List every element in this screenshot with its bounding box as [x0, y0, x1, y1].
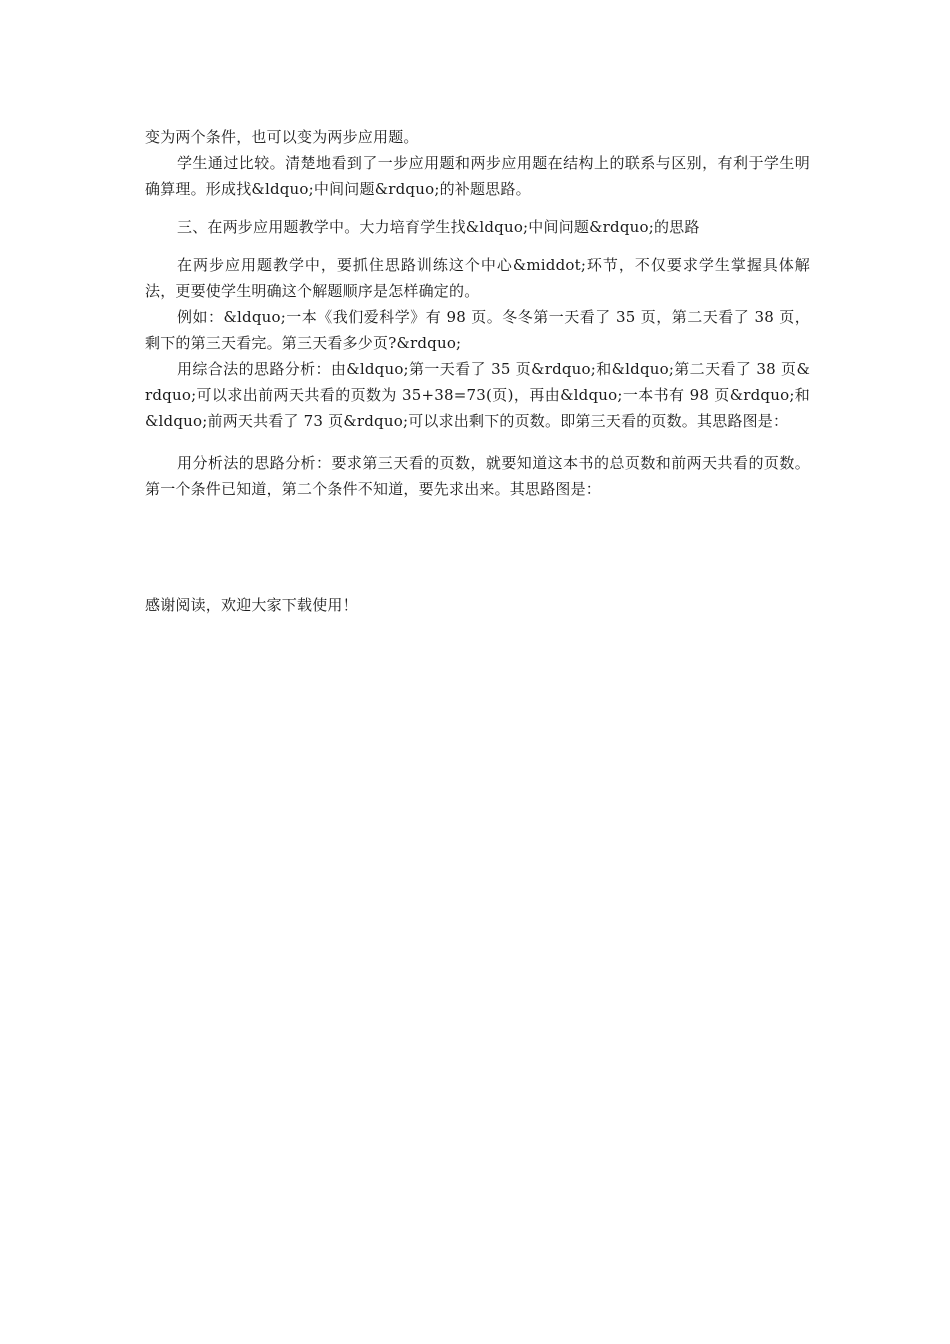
spacer — [145, 202, 810, 214]
paragraph-comparison: 学生通过比较。清楚地看到了一步应用题和两步应用题在结构上的联系与区别，有利于学生明确算理。形成找&ldquo;中间问题&rdquo;的补题思路。 — [145, 154, 810, 198]
paragraph-method: 在两步应用题教学中，要抓住思路训练这个中心&middot;环节，不仅要求学生掌握具体解法，更要使学生明确这个解题顺序是怎样确定的。 — [145, 256, 810, 300]
paragraph-analytic-analysis: 用分析法的思路分析：要求第三天看的页数，就要知道这本书的总页数和前两天共看的页数。第一个条件已知道，第二个条件不知道，要先求出来。其思路图是： — [145, 454, 810, 498]
paragraph-synthesis-analysis: 用综合法的思路分析：由&ldquo;第一天看了 35 页&rdquo;和&ldquo;第二天看了 38 页&rdquo;可以求出前两天共看的页数为 35+38=73(页)，再由&ldquo;一本书有 98 页&rdquo;和&ldquo;前两天共看了 73 页&rdquo;可以求出剩下的页数。即第三天看的页数。其思路图是： — [145, 360, 810, 430]
spacer — [145, 502, 810, 592]
paragraph-continuation: 变为两个条件，也可以变为两步应用题。 — [145, 128, 419, 146]
paragraph-example: 例如：&ldquo;一本《我们爱科学》有 98 页。冬冬第一天看了 35 页，第二天看了 38 页，剩下的第三天看完。第三天看多少页?&rdquo; — [145, 308, 810, 352]
document-body — [145, 124, 810, 618]
spacer — [145, 240, 810, 252]
spacer — [145, 434, 810, 450]
closing-note: 感谢阅读，欢迎大家下载使用！ — [145, 596, 358, 614]
section-heading: 三、在两步应用题教学中。大力培育学生找&ldquo;中间问题&rdquo;的思路 — [177, 218, 700, 236]
